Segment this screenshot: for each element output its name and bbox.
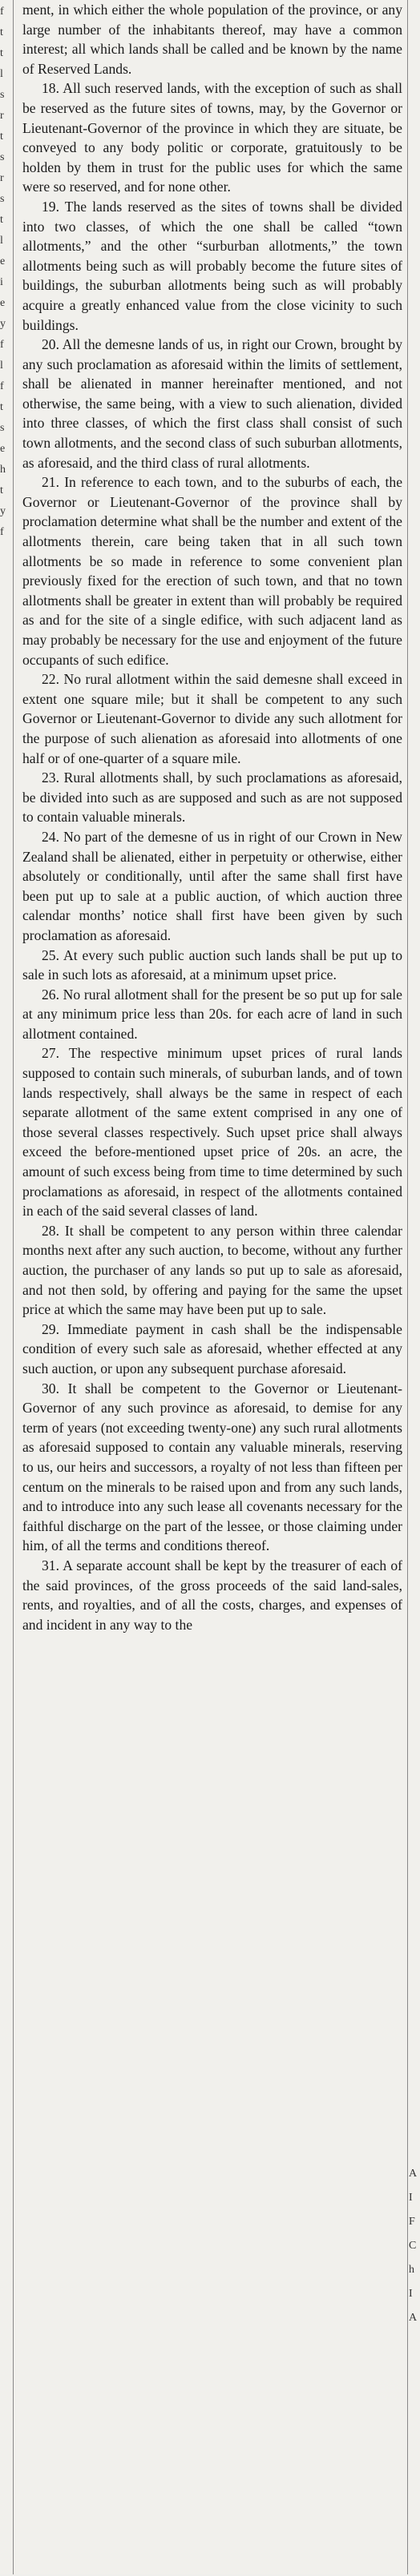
left-margin-letter: l (0, 235, 3, 247)
paragraph-30 (22, 1379, 402, 1556)
section-number: 20. (42, 336, 59, 353)
left-margin-letter: e (0, 443, 6, 455)
left-margin-letter: e (0, 255, 6, 267)
right-margin-letter: F (409, 2216, 415, 2228)
paragraph-text: In reference to each town, and to the suburbs of each, the Governor or Lieutenant-Governor of the province shall by proclamation determine what shall be the number and extent of the allotments therein, care being taken that in all such town allotments be so made in reference to some convenient plan previously fixed for the erection of such town, and that no town allotments shall be greater in extent than will probably be required as and for the site of a single edifice, with such adjacent land as may probably be necessary for the use and enjoyment of the future occupants of such edifice. (22, 474, 402, 668)
paragraph-18 (22, 78, 402, 197)
left-margin-letter: l (0, 68, 3, 80)
paragraph-text: It shall be competent to the Governor or Lieutenant-Governor of any such province as aforesaid, to demise for any term of years (not exceeding twenty-one) any such rural allotments as aforesaid supposed to contain any valuable minerals, reserving to us, our heirs and successors, a royalty of not less than fifteen per centum on the minerals to be raised upon and from any such lands, and to introduce into any such lease all covenants necessary for the faithful discharge on the part of the lessee, or those claiming under him, of all the terms and conditions thereof. (22, 1380, 403, 1554)
paragraph-31 (22, 1556, 402, 1634)
left-margin-letter: f (0, 339, 4, 351)
paragraph-text: The lands reserved as the sites of towns shall be divided into two classes, of which the one shall be called “town allotments,” and the other “surburban allotments,” the town allotments being such as will probably become the future sites of buildings, the suburban allotments being such as will probably acquire a greatly enhanced value from the close vicinity to such buildings. (22, 198, 402, 333)
left-margin-letter: t (0, 484, 3, 496)
paragraph-text: A separate account shall be kept by the treasurer of each of the said provinces, of the gross proceeds of the said land-sales, rents, and royalties, and of all the costs, charges, and expenses of and incident in any way to the (22, 1557, 402, 1633)
right-margin-letter: A (409, 2168, 418, 2180)
left-margin-fragments (0, 0, 13, 2576)
left-margin-letter: s (0, 422, 5, 434)
section-number: 28. (42, 1222, 59, 1239)
right-margin-letter: I (409, 2288, 413, 2300)
paragraph-text: All the demesne lands of us, in right our Crown, brought by any such proclamation as aforesaid within the limits of settlement, shall be alienated in manner hereinafter mentioned, and not otherwise, the same being, with a view to such alienation, divided into three classes, of which the first class shall consist of such town allotments, and the second class of such suburban allotments, as aforesaid, and the third class of rural allotments. (22, 336, 402, 471)
paragraph-text: Immediate payment in cash shall be the indispensable condition of every such sale as aforesaid, whether effected at any such auction, or upon any subsequent purchase aforesaid. (22, 1320, 402, 1376)
paragraph-29 (22, 1320, 402, 1379)
left-margin-letter: t (0, 131, 3, 143)
section-number: 25. (42, 946, 59, 963)
paragraph-27 (22, 1043, 402, 1220)
left-margin-letter: f (0, 526, 4, 538)
paragraph-text: It shall be competent to any person within three calendar months next after any such auction, to become, without any further auction, the purchaser of any lands so put up to sale as aforesaid, and not then sold, by offering and paying for the same the upset price at which the same may have been put up to sale. (22, 1222, 402, 1318)
section-number: 23. (42, 770, 59, 786)
paragraph-23 (22, 768, 402, 827)
right-margin-letter: I (409, 2192, 413, 2204)
paragraph-text: No rural allotment shall for the present be so put up for sale at any minimum price less than 20s. for each acre of land in such allotment contained. (22, 986, 402, 1042)
paragraph-28 (22, 1221, 402, 1320)
left-margin-letter: t (0, 26, 3, 38)
left-margin-letter: y (0, 505, 6, 517)
left-margin-letter: s (0, 193, 5, 205)
left-margin-letter: l (0, 360, 3, 372)
section-number: 29. (42, 1320, 59, 1337)
section-number: 31. (42, 1557, 59, 1573)
left-margin-letter: e (0, 297, 6, 309)
section-number: 27. (42, 1045, 59, 1062)
paragraph-text: No part of the demesne of us in right of our Crown in New Zealand shall be alienated, either in perpetuity or otherwise, either absolutely or conditionally, until after the same shall first have been put up to sale at a public auction, of which auction three calendar months’ notice shall first have been given by such proclamation as aforesaid. (22, 828, 402, 943)
paragraph-21 (22, 472, 402, 669)
left-margin-letter: h (0, 464, 6, 476)
section-number: 18. (42, 80, 59, 97)
section-number: 24. (42, 828, 59, 845)
section-number: 19. (42, 198, 59, 215)
column-rule-left (13, 0, 14, 2574)
column-rule-right (407, 0, 408, 2574)
text-column (22, 0, 402, 1634)
paragraph-text: At every such public auction such lands shall be put up to sale in such lots as aforesaid, at a minimum upset price. (22, 946, 402, 983)
left-margin-letter: r (0, 110, 4, 122)
paragraph-text: The respective minimum upset prices of rural lands supposed to contain such minerals, of suburban lands, and of town lands respectively, shall always be the same in respect of each separate allotment of the same extent comprised in any one of those several classes respectively. Such upset price shall always exceed the before-mentioned upset price of 20s. an acre, the amount of such excess being from time to time determined by such proclamations as aforesaid, in respect of the allotments contained in each of the said several classes of land. (22, 1045, 402, 1220)
paragraph-20 (22, 335, 402, 472)
left-margin-letter: s (0, 151, 5, 163)
paragraph-text: Rural allotments shall, by such proclamations as aforesaid, be divided into such as are supposed and such as are not supposed to contain valuable minerals. (22, 770, 402, 826)
right-margin-fragments (409, 2162, 420, 2330)
paragraph-19 (22, 197, 402, 335)
right-margin-letter: C (409, 2240, 417, 2252)
left-margin-letter: i (0, 276, 3, 288)
paragraph-text: All such reserved lands, with the exception of such as shall be reserved as the future sites of towns, may, by the Governor or Lieutenant-Governor of the province in which they are situate, be conveyed to any body politic or corporate, gratuitously to be holden by them in trust for the public uses for which the same were so reserved, and for none other. (22, 80, 402, 195)
right-margin-letter: A (409, 2312, 418, 2324)
left-margin-letter: t (0, 214, 3, 226)
section-number: 21. (42, 474, 59, 491)
left-margin-letter: y (0, 318, 6, 330)
paragraph-24 (22, 827, 402, 946)
paragraph-26 (22, 985, 402, 1044)
paragraph-text: No rural allotment within the said demesne shall exceed in extent one square mile; but it shall be competent to any such Governor or Lieutenant-Governor to divide any such allotment for the purpose of such alienation as aforesaid into allotments of one half or of one-quarter of a square mile. (22, 671, 403, 766)
section-number: 26. (42, 986, 59, 1003)
section-number: 30. (42, 1380, 59, 1397)
left-margin-letter: t (0, 401, 3, 413)
paragraph-25 (22, 946, 402, 985)
paragraph-22 (22, 669, 402, 768)
left-margin-letter: s (0, 89, 5, 101)
paragraph-continued (22, 0, 402, 78)
paragraph-text: ment, in which either the whole population of the province, or any large number of the inhabitants thereof, may have a common interest; all which lands shall be called and be known by the name of Reserved Lands. (22, 2, 402, 77)
left-margin-letter: f (0, 380, 4, 392)
left-margin-letter: r (0, 172, 4, 184)
left-margin-letter: t (0, 47, 3, 59)
left-margin-letter: f (0, 6, 4, 18)
section-number: 22. (42, 671, 59, 688)
right-margin-letter: h (409, 2264, 414, 2276)
